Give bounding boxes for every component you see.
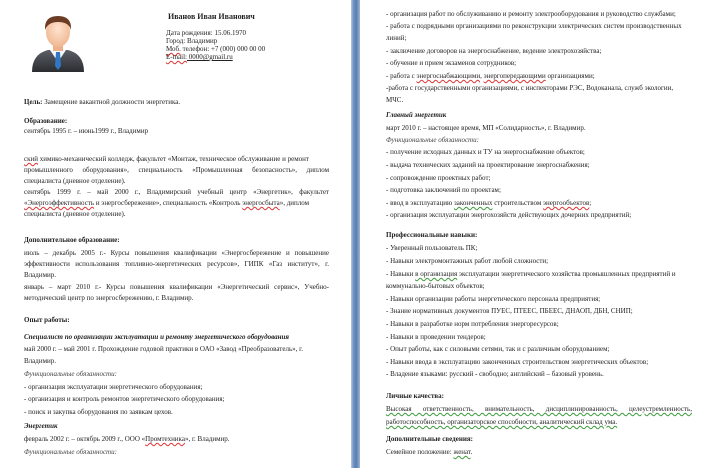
job-3-duty: - подготовка заключений по проектам; [386, 186, 501, 194]
skill-item: - Уверенный пользователь ПК; [386, 244, 478, 252]
job-3-duty-end: ; [589, 199, 592, 207]
personal-heading: Личные качества: [386, 392, 444, 400]
education-2-faculty: «Энергоэффективность [24, 199, 95, 207]
job-3-duty: - сопровождение проектных работ; [386, 174, 491, 182]
job-2-duty-term: энергопередающими [483, 72, 546, 80]
job-2-duty: - обучение и прием экзаменов сотрудников; [386, 59, 517, 67]
job-3-duty: - получение исходных данных и ТУ на энергоснабжение объектов; [386, 148, 585, 156]
education-period-1: сентябрь 1995 г. – июнь1999 г., Владимир [24, 127, 149, 135]
additional-education-heading: Дополнительное образование: [24, 236, 120, 244]
birth-date: Дата рождения: 15.06.1970 [166, 29, 246, 37]
email [166, 53, 233, 62]
job-1-duty: - организация и контроль ремонтов энергетического оборудования; [24, 395, 225, 403]
skill-item-cont: коммунально-бытовых объектов; [386, 282, 485, 290]
skills-heading: Профессиональные навыки: [386, 231, 478, 239]
phone-label: Моб. [166, 45, 181, 53]
skill-text: - Навыки [386, 270, 416, 278]
goal-label: Цель: [24, 98, 43, 106]
job-3-duty: - организация эксплуатации энергохозяйств действующих дочерних предприятий; [386, 211, 632, 219]
job-1-city: Владимир. [24, 357, 57, 365]
goal-text: Замещение вакантной должности энергетика. [42, 98, 181, 106]
job-2-title: Энергетик [24, 422, 58, 430]
extra-heading: Дополнительные сведения: [386, 435, 474, 443]
job-2-duty: - заключение договоров на энергоснабжение, ведение электрохозяйства; [386, 47, 602, 55]
job-2-duty-term: энергоснабжающими [416, 72, 481, 80]
job-1-duties-label: Функциональные обязанности: [24, 370, 117, 378]
job-1-period: май 2000 г. – май 2001 г. Прохождение годовой практики в ОАО «Завод «Преобразователь», г. [24, 345, 303, 353]
marital-label: Семейное положение: [386, 448, 454, 456]
job-2-duty-sep: , [480, 72, 484, 80]
job-2-company: Промтехника [145, 435, 185, 443]
additional-education-line-5: методический центр по энергосбережению, г. Владимир. [24, 294, 194, 302]
job-2-duty: линий; [386, 34, 407, 42]
job-2-duty: - работа с подрядными организациями по реконструкции электрических систем производственных [386, 22, 682, 30]
job-2-duty-text: организациями; [545, 72, 595, 80]
document-page-left [0, 0, 352, 468]
experience-heading: Опыт работы: [24, 316, 70, 324]
email-label: E-mail: [166, 53, 187, 61]
skill-item: - Владение языками: русский - свободно; английский – базовый уровень. [386, 370, 604, 378]
marital-value: женат [453, 448, 471, 456]
job-3-title: Главный энергетик [386, 111, 447, 119]
job-3-duty [386, 199, 591, 208]
education-2-line-2 [24, 199, 309, 208]
education-heading: Образование: [24, 117, 68, 125]
education-college-text: химико-механический колледж, факультет «Монтаж, техническое обслуживание и ремонт [38, 155, 309, 163]
email-link[interactable]: 0000@gmail.ru [187, 53, 233, 61]
additional-education-line-4: январь – март 2010 г.- Курсы повышения квалификации «Энергетический сервис», Учебно- [24, 283, 329, 291]
skill-item: - Знание нормативных документов ПУЕС, ПТЕЕС, ПБЕЕС, ДНАОП, ДБН, СНИП; [386, 307, 633, 315]
job-3-duty: - выдача технических заданий на проектирование энергоснабжения; [386, 161, 590, 169]
skill-term: в организация [415, 270, 458, 278]
skill-item: - Навыки электромонтажных работ любой сложности; [386, 257, 549, 265]
candidate-name: Иванов Иван Иванович [168, 12, 255, 21]
job-1-duty: - поиск и закупка оборудования по заявкам цехов. [24, 408, 173, 416]
education-2-spec: и энергосбережение», специальность «Контроль [94, 199, 243, 207]
job-2-period [24, 435, 230, 444]
skill-item: - Навыки в проведении тендеров; [386, 333, 486, 341]
education-2-spec-name: энергосбыта [242, 199, 280, 207]
education-2-line-1: сентябрь 1999 г. – май 2000 г., Владимирский учебный центр «Энергетик», факультет [24, 188, 329, 196]
document-page-right [360, 0, 715, 468]
skill-item [386, 270, 676, 279]
job-2-duty-text: - работа с [386, 72, 417, 80]
skill-item: - Навыки в разработке норм потребления энергоресурсов; [386, 320, 559, 328]
marital-end: . [470, 448, 473, 456]
job-2-duty: МЧС. [386, 96, 404, 104]
skill-text: эксплуатации энергетического хозяйства промышленных предприятий и [457, 270, 676, 278]
marital-status [386, 448, 472, 457]
education-2-line-3: специалиста (дневное отделение). [24, 210, 126, 218]
job-1-duty: - организация эксплуатации энергетического оборудования; [24, 383, 203, 391]
job-3-duties-label: Функциональные обязанности: [386, 136, 479, 144]
additional-education-line-1: июль – декабрь 2005 г.- Курсы повышения квалификации «Энергосбережение и повышение [24, 249, 329, 257]
job-2-period-text: февраль 2002 г. – октябрь 2009 г., ООО « [24, 435, 146, 443]
skill-item: - Навыки организации работы энергетического персонала предприятия; [386, 295, 601, 303]
job-3-duty-text: строительством [492, 199, 544, 207]
education-college-line-2: промышленного оборудования», специальность «Промышленная безопасность», диплом [24, 166, 329, 174]
education-college-prefix: ский [24, 155, 38, 163]
job-2-duty: - организация работ по обслуживанию и ремонту электрооборудования и руководство службами; [386, 10, 676, 18]
job-3-period: март 2010 г. – настоящее время, МП «Солидарность», г. Владимир. [386, 124, 586, 132]
avatar-icon [28, 10, 88, 74]
job-2-duties-label: Функциональные обязанности: [24, 448, 117, 456]
education-college-line-1 [24, 155, 329, 164]
job-1-title: Специалист по организации эксплуатации и ремонту энергетического оборудования [24, 333, 290, 341]
education-2-diploma: », диплом [279, 199, 310, 207]
personal-line-2: работоспособность, организаторское способности, аналитический склад ума. [386, 418, 618, 426]
city: Город: Владимир [166, 37, 218, 45]
skill-item: - Опыт работы, как с силовыми сетями, так и с различным оборудованием; [386, 345, 610, 353]
goal [24, 98, 180, 107]
job-2-duty [386, 72, 595, 81]
job-3-duty-term: законченных [453, 199, 493, 207]
page-divider [351, 0, 360, 468]
job-3-duty-text: - ввод в эксплуатацию [386, 199, 454, 207]
job-2-city: », г. Владимир. [184, 435, 230, 443]
personal-line-1: Высокая ответственность, внимательность, дисциплинированность, целеустремленность, [386, 405, 692, 413]
job-2-duty: -работа с государственными организациями, с инспекторами РЭС, Водоканала, служб экологии, [386, 84, 674, 92]
additional-education-line-3: Владимир. [24, 271, 57, 279]
education-college-line-3: специалиста (дневное отделение). [24, 177, 126, 185]
skill-item: - Навыки ввода в эксплуатацию законченных строительством энергетических объектов; [386, 358, 649, 366]
additional-education-line-2: эффективности использования топливно-энергетических ресурсов», ГИПК «Газ институт», г. [24, 260, 329, 268]
job-3-duty-term: энергообъектов [543, 199, 590, 207]
phone-number: телефон: +7 (000) 000 00 00 [180, 45, 266, 53]
